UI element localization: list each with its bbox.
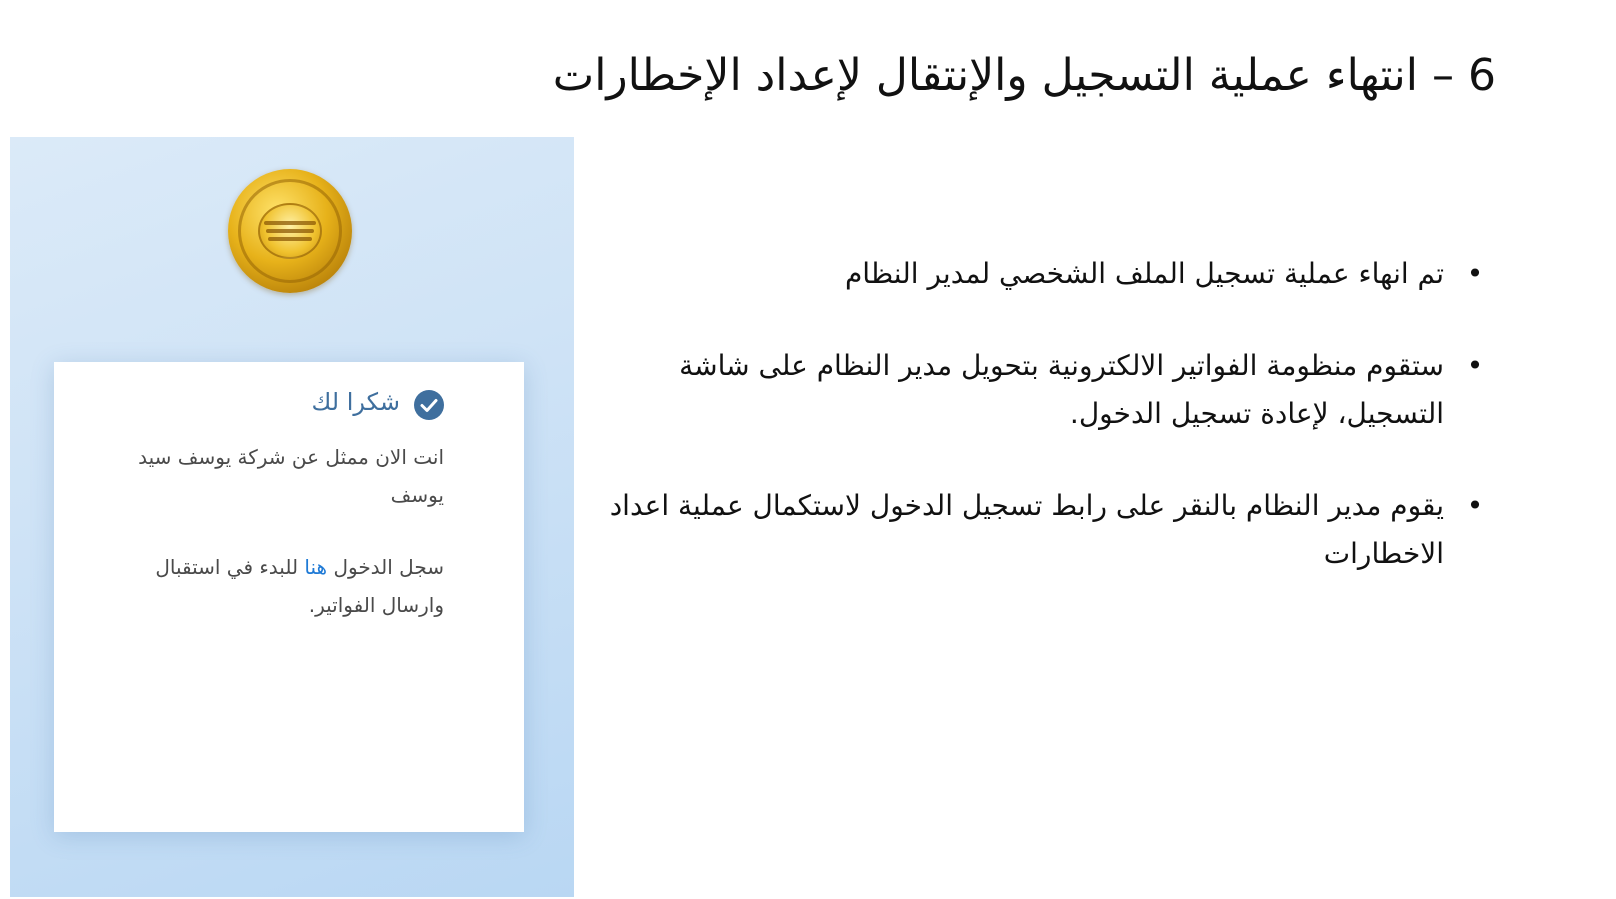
bullet-text: يقوم مدير النظام بالنقر على رابط تسجيل الدخول لاستكمال عملية اعداد الاخطارات	[609, 489, 1444, 570]
bullet-list	[606, 250, 1506, 622]
login-link[interactable]: هنا	[304, 555, 328, 579]
check-circle-icon	[414, 390, 444, 420]
seal-stripe	[264, 221, 316, 225]
confirmation-card	[54, 362, 524, 832]
login-suffix: للبدء في استقبال وارسال الفواتير.	[155, 555, 444, 617]
slide-title: 6 – انتهاء عملية التسجيل والإنتقال لإعداد الإخطارات	[552, 50, 1496, 101]
registration-screenshot	[10, 137, 574, 897]
bullet-item	[606, 342, 1506, 438]
bullet-text: ستقوم منظومة الفواتير الالكترونية بتحويل مدير النظام على شاشة التسجيل، لإعادة تسجيل الدخول.	[679, 349, 1444, 430]
bullet-dot: •	[1466, 349, 1484, 382]
bullet-text: تم انهاء عملية تسجيل الملف الشخصي لمدير النظام	[844, 257, 1444, 290]
bullet-item	[606, 250, 1506, 298]
login-instruction	[104, 548, 444, 624]
bullet-dot: •	[1466, 257, 1484, 290]
card-heading: شكرا لك	[311, 388, 400, 416]
seal-stripe	[268, 237, 312, 241]
login-prefix: سجل الدخول	[333, 555, 444, 579]
ministry-seal-logo	[228, 169, 352, 293]
representative-message: انت الان ممثل عن شركة يوسف سيد يوسف	[138, 445, 444, 507]
bullet-dot: •	[1466, 489, 1484, 522]
seal-stripe	[266, 229, 314, 233]
bullet-item	[606, 482, 1506, 578]
